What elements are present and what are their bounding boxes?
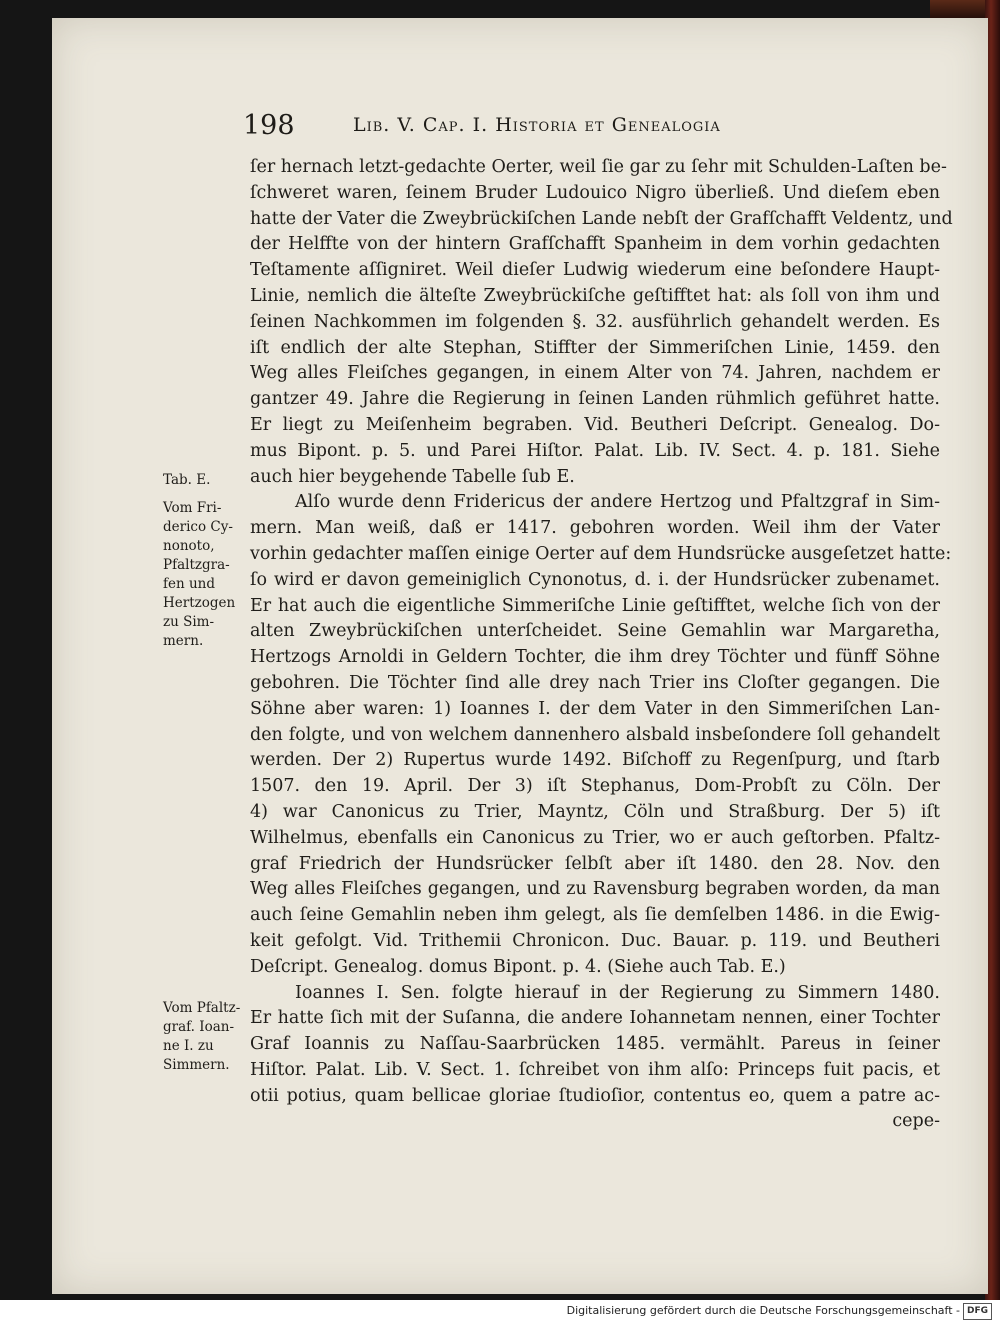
text-line: Graf Ioannis zu Naſſau-Saarbrücken 1485. vermählt. Pareus in ſeiner xyxy=(250,1034,940,1055)
margin-note-line: fen und xyxy=(163,576,216,592)
text-line: auch hier beygehende Tabelle ſub E. xyxy=(250,466,575,487)
text-line: ſo wird er davon gemeiniglich Cynonotus, d. i. der Hundsrücker zubenamet. xyxy=(250,569,940,590)
text-line: otii potius, quam bellicae gloriae ſtudioſior, contentus eo, quem a patre ac- xyxy=(250,1085,940,1106)
margin-note-tab-e xyxy=(163,471,249,490)
margin-note-line: Vom Fri- xyxy=(163,500,222,516)
dfg-logo-icon: DFG xyxy=(963,1303,992,1320)
page-number: 198 xyxy=(243,110,295,141)
margin-note-line: Tab. E. xyxy=(163,472,211,488)
text-line: mern. Man weiß, daß er 1417. gebohren worden. Weil ihm der Vater xyxy=(250,518,940,539)
page-header xyxy=(243,110,943,144)
text-line: 1507. den 19. April. Der 3) iſt Stephanus, Dom-Probſt zu Cöln. Der xyxy=(250,776,940,797)
text-line: Hiſtor. Palat. Lib. V. Sect. 1. ſchreibet von ihm alſo: Princeps fuit pacis, et xyxy=(250,1059,940,1080)
footer-bar xyxy=(0,1300,1000,1323)
text-line: ſeinen Nachkommen im folgenden §. 32. ausführlich gehandelt werden. Es xyxy=(250,311,940,332)
text-line: Er hatte ſich mit der Suſanna, die andere Iohannetam nennen, einer Tochter xyxy=(250,1008,940,1029)
text-line: auch ſeine Gemahlin neben ihm gelegt, als ſie demſelben 1486. in die Ewig- xyxy=(250,905,940,926)
margin-note-line: mern. xyxy=(163,633,204,649)
text-line: Er hat auch die eigentliche Simmeriſche Linie geſtifftet, welche ſich von der xyxy=(250,595,940,616)
text-line: Deſcript. Genealog. domus Bipont. p. 4. (Siehe auch Tab. E.) xyxy=(250,956,786,977)
text-line: gantzer 49. Jahre die Regierung in ſeinen Landen rühmlich geführet hatte. xyxy=(250,389,940,410)
margin-note-line: derico Cy- xyxy=(163,519,233,535)
text-line: 4) war Canonicus zu Trier, Mayntz, Cöln und Straßburg. Der 5) iſt xyxy=(250,801,940,822)
margin-note-line: nonoto, xyxy=(163,538,215,554)
text-line: mus Bipont. p. 5. und Parei Hiſtor. Palat. Lib. IV. Sect. 4. p. 181. Siehe xyxy=(250,440,940,461)
text-line: den folgte, und von welchem dannenhero alsbald insbeſondere ſoll gehandelt xyxy=(250,724,940,745)
text-line: der Helffte von der hintern Grafſchafft Spanheim in dem vorhin gedachten xyxy=(250,234,940,255)
text-line: Alſo wurde denn Fridericus der andere Hertzog und Pfaltzgraf in Sim- xyxy=(295,492,940,513)
text-line: Er liegt zu Meiſenheim begraben. Vid. Beutheri Deſcript. Genealog. Do- xyxy=(250,414,940,435)
funding-credit: Digitalisierung gefördert durch die Deutsche Forschungsgemeinschaft - xyxy=(566,1304,960,1317)
catchword: cepe- xyxy=(892,1111,940,1132)
running-title: Lib. V. Cap. I. Historia et Genealogia xyxy=(353,114,721,136)
text-line: werden. Der 2) Rupertus wurde 1492. Biſchoff zu Regenſpurg, und ſtarb xyxy=(250,750,940,771)
margin-note-line: Pfaltzgra- xyxy=(163,557,230,573)
text-line: Teſtamente aſſigniret. Weil dieſer Ludwig wiederum eine beſondere Haupt- xyxy=(250,260,940,281)
text-line: Wilhelmus, ebenfalls ein Canonicus zu Trier, wo er auch geſtorben. Pfaltz- xyxy=(250,827,940,848)
text-line: ſchweret waren, ſeinem Bruder Ludouico Nigro überließ. Und dieſem eben xyxy=(250,182,940,203)
text-line: iſt endlich der alte Stephan, Stiffter der Simmeriſchen Linie, 1459. den xyxy=(250,337,940,358)
text-line: vorhin gedachter maſſen einige Oerter auf dem Hundsrücke ausgeſetzet hatte: xyxy=(250,543,952,564)
text-line: Hertzogs Arnoldi in Geldern Tochter, die ihm drey Töchter und fünff Söhne xyxy=(250,647,940,668)
margin-note-fridericus xyxy=(163,499,249,651)
margin-note-line: zu Sim- xyxy=(163,614,215,630)
text-line: gebohren. Die Töchter ſind alle drey nach Trier ins Cloſter gegangen. Die xyxy=(250,672,940,693)
margin-note-line: graf. Ioan- xyxy=(163,1019,235,1035)
margin-note-line: Hertzogen xyxy=(163,595,236,611)
text-line: alten Zweybrückiſchen unterſcheidet. Seine Gemahlin war Margaretha, xyxy=(250,621,940,642)
margin-note-line: Vom Pfaltz- xyxy=(163,1000,241,1016)
text-line: ſer hernach letzt-gedachte Oerter, weil ſie gar zu ſehr mit Schulden-Laſten be- xyxy=(250,157,947,177)
text-line: keit gefolgt. Vid. Trithemii Chronicon. Duc. Bauar. p. 119. und Beutheri xyxy=(250,930,940,951)
text-line: hatte der Vater die Zweybrückiſchen Lande nebſt der Grafſchafft Veldentz, und xyxy=(250,208,953,229)
margin-note-ioannes xyxy=(163,999,249,1075)
body-text xyxy=(250,155,953,1135)
text-line: Ioannes I. Sen. folgte hierauf in der Regierung zu Simmern 1480. xyxy=(295,982,940,1003)
margin-note-line: Simmern. xyxy=(163,1057,230,1073)
text-line: Söhne aber waren: 1) Ioannes I. der dem Vater in den Simmeriſchen Lan- xyxy=(250,698,940,719)
text-line: Weg alles Fleiſches gegangen, und zu Ravensburg begraben worden, da man xyxy=(250,879,940,900)
text-line: Weg alles Fleiſches gegangen, in einem Alter von 74. Jahren, nachdem er xyxy=(250,363,940,384)
text-line: Linie, nemlich die älteſte Zweybrückiſche geſtifftet hat: als ſoll von ihm und xyxy=(250,285,940,306)
margin-note-line: ne I. zu xyxy=(163,1038,214,1054)
text-line: graf Friedrich der Hundsrücker ſelbſt aber iſt 1480. den 28. Nov. den xyxy=(250,853,940,874)
